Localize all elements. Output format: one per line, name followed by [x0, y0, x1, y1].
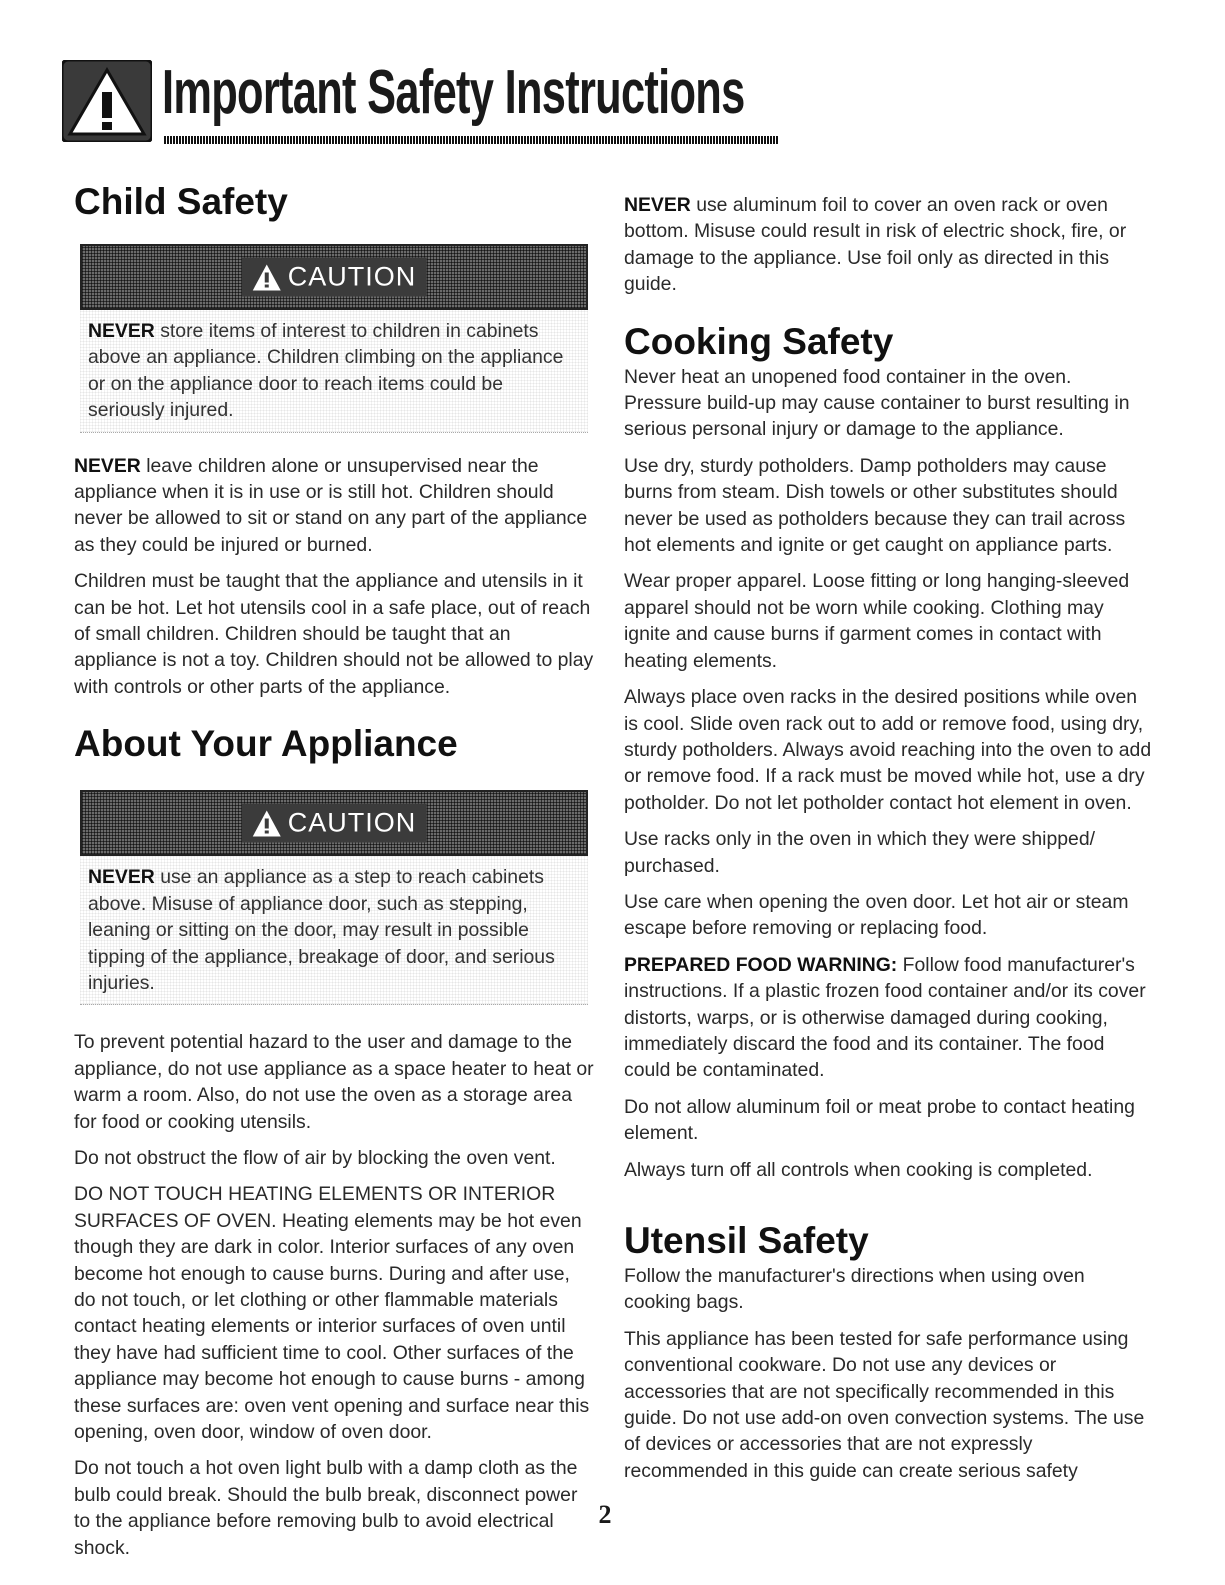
paragraph-lead: NEVER	[624, 194, 691, 216]
cooking-safety-heading: Cooking Safety	[624, 320, 894, 362]
title-rule	[164, 136, 778, 144]
caution-label-wrap	[242, 258, 427, 297]
cooking-safety-paragraph: Always turn off all controls when cooking is completed.	[624, 1158, 1093, 1181]
left-column	[74, 180, 594, 1571]
about-appliance-paragraph: DO NOT TOUCH HEATING ELEMENTS OR INTERIOR SURFACES OF OVEN. Heating elements may be hot even though they are dark in color. Interior surfaces of any oven become hot enough to cause burns. During and after use, do not touch, or let clothing or other flammable materials contact heating elements or interior surfaces of oven until they have had sufficient time to cool. Other surfaces of the appliance may become hot enough to cause burns - among these surfaces are: oven vent opening and surface near this opening, oven door, window of oven door.	[74, 1183, 590, 1443]
about-appliance-paragraph: Do not touch a hot oven light bulb with a damp cloth as the bulb could break. Should the bulb break, disconnect power to the appliance before removing bulb to avoid electrical shock.	[74, 1457, 578, 1559]
paragraph-lead: PREPARED FOOD WARNING:	[624, 953, 898, 976]
right-column	[624, 192, 1154, 1494]
cooking-safety-paragraph: Do not allow aluminum foil or meat probe to contact heating element.	[624, 1095, 1135, 1145]
paragraph-body: Follow food manufacturer's instructions. If a plastic frozen food container and/or its cover distorts, warps, or is otherwise damaged during cooking, immediately discard the food and its container. The food could be contaminated.	[624, 953, 1146, 1082]
cooking-safety-paragraph: Use racks only in the oven in which they were shipped/ purchased.	[624, 828, 1096, 877]
caution-text	[80, 856, 588, 1005]
page-header	[62, 48, 782, 148]
caution-banner	[80, 244, 588, 310]
child-safety-caution	[74, 244, 594, 433]
warning-triangle-icon	[62, 60, 152, 142]
about-appliance-paragraph: Do not obstruct the flow of air by blocking the oven vent.	[74, 1146, 556, 1169]
paragraph-body: leave children alone or unsupervised near the appliance when it is in use or is still hot. Children should never be allowed to sit or stand on any part of the appliance as they could be injured or burned.	[74, 454, 588, 556]
caution-triangle-icon	[252, 263, 282, 291]
paragraph-body: use aluminum foil to cover an oven rack or oven bottom. Misuse could result in risk of electric shock, fire, or damage to the appliance. Use foil only as directed in this guide.	[624, 194, 1127, 296]
caution-label: CAUTION	[287, 261, 417, 292]
about-appliance-paragraph: To prevent potential hazard to the user and damage to the appliance, do not use appliance as a space heater to heat or warm a room. Also, do not use the oven as a storage area for food or cooking utensils.	[74, 1031, 594, 1133]
paragraph-lead: NEVER	[74, 454, 141, 477]
caution-lead: NEVER	[88, 866, 155, 889]
utensil-safety-heading: Utensil Safety	[624, 1220, 869, 1261]
caution-triangle-icon	[252, 809, 282, 837]
prepared-food-warning	[624, 952, 1154, 1084]
child-safety-paragraph: Children must be taught that the appliance and utensils in it can be hot. Let hot utensils cool in a safe place, out of reach of small children. Children should be taught that an appliance is not a toy. Children should not be allowed to play with controls or other parts of the appliance.	[74, 570, 594, 698]
about-appliance-caution	[74, 790, 594, 1005]
utensil-safety-paragraph: This appliance has been tested for safe performance using conventional cookware. Do not use any devices or accessories that are not specifically recommended in this guide. Do not use add-on oven convection systems. The use of devices or accessories that are not expressly recommended in this guide can create serious safety	[624, 1327, 1145, 1482]
cooking-safety-paragraph: Wear proper apparel. Loose fitting or long hanging-sleeved apparel should not be worn while cooking. Clothing may ignite and cause burns if garment comes in contact with heating elements.	[624, 570, 1130, 672]
caution-banner	[80, 790, 588, 856]
cooking-safety-paragraph: Use dry, sturdy potholders. Damp potholders may cause burns from steam. Dish towels or other substitutes should never be used as potholders because they can trail across hot elements and ignite or get caught on appliance parts.	[624, 454, 1126, 557]
caution-text	[80, 310, 588, 433]
cooking-safety-paragraph: Always place oven racks in the desired positions while oven is cool. Slide oven rack out to add or remove food, using dry, sturdy potholders. Always avoid reaching into the oven to add or remove food. If a rack must be moved while hot, use a dry potholder. Do not let potholder contact hot element in oven.	[624, 686, 1152, 814]
child-safety-paragraph	[74, 453, 594, 559]
page-title: Important Safety Instructions	[162, 58, 745, 127]
caution-body: use an appliance as a step to reach cabinets above. Misuse of appliance door, such as stepping, leaning or sitting on the door, may result in possible tipping of the appliance, breakage of door, and serious injuries.	[88, 866, 555, 994]
page-number: 2	[598, 1500, 612, 1529]
child-safety-heading: Child Safety	[74, 181, 288, 222]
caution-label-wrap	[242, 804, 427, 843]
caution-lead: NEVER	[88, 320, 155, 342]
caution-label: CAUTION	[287, 807, 417, 838]
cooking-safety-paragraph: Use care when opening the oven door. Let hot air or steam escape before removing or replacing food.	[624, 890, 1129, 940]
foil-warning-paragraph	[624, 192, 1154, 298]
cooking-safety-paragraph: Never heat an unopened food container in the oven. Pressure build-up may cause container to burst resulting in serious personal injury or damage to the appliance.	[624, 365, 1130, 441]
caution-body: store items of interest to children in cabinets above an appliance. Children climbing on the appliance or on the appliance door to reach items could be seriously injured.	[88, 320, 564, 422]
utensil-safety-paragraph: Follow the manufacturer's directions when using oven cooking bags.	[624, 1265, 1085, 1314]
about-appliance-heading: About Your Appliance	[74, 723, 458, 765]
